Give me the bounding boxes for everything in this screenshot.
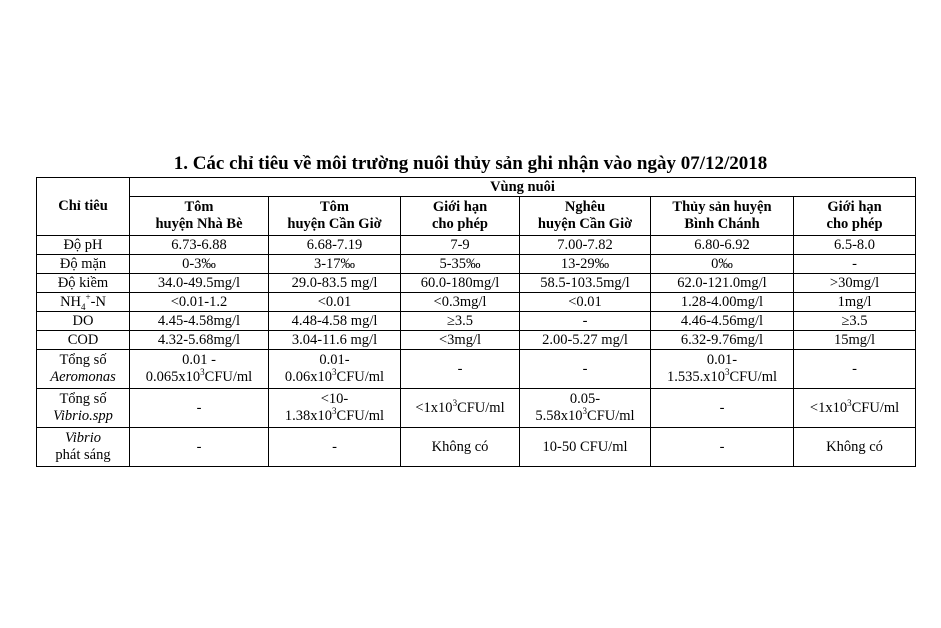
- table-cell: 0.05- $5.58x10^3CFU/ml$: [520, 389, 651, 428]
- column-header: Nghêu huyện Cần Giờ: [520, 197, 651, 236]
- table-cell: 6.32-9.76mg/l: [651, 331, 794, 350]
- table-cell: 7.00-7.82: [520, 236, 651, 255]
- table-cell: 29.0-83.5 mg/l: [269, 274, 401, 293]
- table-cell: <3mg/l: [401, 331, 520, 350]
- row-label: $NH_4^+-N$: [37, 293, 130, 312]
- table-cell: -: [130, 428, 269, 467]
- row-label: Độ pH: [37, 236, 130, 255]
- table-cell: Không có: [401, 428, 520, 467]
- indicator-header: Chỉ tiêu: [37, 178, 130, 236]
- table-cell: -: [794, 350, 916, 389]
- table-cell: Không có: [794, 428, 916, 467]
- table-row: [37, 350, 916, 389]
- row-label: Tổng số Aeromonas: [37, 350, 130, 389]
- table-cell: 6.68-7.19: [269, 236, 401, 255]
- table-header-row: [37, 197, 916, 236]
- table-cell: -: [520, 350, 651, 389]
- table-cell: ≥3.5: [794, 312, 916, 331]
- row-label: Tổng số Vibrio.spp: [37, 389, 130, 428]
- table-cell: 15mg/l: [794, 331, 916, 350]
- row-label: Độ kiềm: [37, 274, 130, 293]
- table-cell: 0.01- $1.535.x10^3CFU/ml$: [651, 350, 794, 389]
- table-cell: 1.28-4.00mg/l: [651, 293, 794, 312]
- table-row: [37, 255, 916, 274]
- table-cell: 3.04-11.6 mg/l: [269, 331, 401, 350]
- table-cell: 13-29‰: [520, 255, 651, 274]
- table-group-row: [37, 178, 916, 197]
- document-title: 1. Các chỉ tiêu về môi trường nuôi thủy sản ghi nhận vào ngày 07/12/2018: [173, 153, 768, 174]
- table-cell: >30mg/l: [794, 274, 916, 293]
- table-cell: 4.32-5.68mg/l: [130, 331, 269, 350]
- table-row: [37, 389, 916, 428]
- table-cell: $<1x10^3CFU/ml$: [401, 389, 520, 428]
- environment-table: [36, 177, 916, 467]
- table-row: [37, 293, 916, 312]
- table-cell: 4.48-4.58 mg/l: [269, 312, 401, 331]
- column-header: Thủy sản huyện Bình Chánh: [651, 197, 794, 236]
- table-cell: 4.46-4.56mg/l: [651, 312, 794, 331]
- table-cell: 2.00-5.27 mg/l: [520, 331, 651, 350]
- table-cell: ≥3.5: [401, 312, 520, 331]
- table-cell: 6.5-8.0: [794, 236, 916, 255]
- table-row: [37, 236, 916, 255]
- table-cell: 10-50 CFU/ml: [520, 428, 651, 467]
- table-cell: -: [130, 389, 269, 428]
- table-cell: 3-17‰: [269, 255, 401, 274]
- table-cell: 0.01- $0.06x10^3CFU/ml$: [269, 350, 401, 389]
- table-cell: 5-35‰: [401, 255, 520, 274]
- table-row: [37, 428, 916, 467]
- column-header: Giới hạn cho phép: [401, 197, 520, 236]
- table-cell: 6.80-6.92: [651, 236, 794, 255]
- table-cell: -: [520, 312, 651, 331]
- table-cell: -: [651, 389, 794, 428]
- table-cell: <0.3mg/l: [401, 293, 520, 312]
- table-cell: -: [651, 428, 794, 467]
- table-cell: $<1x10^3CFU/ml$: [794, 389, 916, 428]
- table-row: [37, 274, 916, 293]
- table-cell: -: [269, 428, 401, 467]
- table-cell: <0.01: [520, 293, 651, 312]
- table-cell: 6.73-6.88: [130, 236, 269, 255]
- table-cell: -: [401, 350, 520, 389]
- table-cell: 0‰: [651, 255, 794, 274]
- table-row: [37, 312, 916, 331]
- table-cell: 0-3‰: [130, 255, 269, 274]
- table-cell: 62.0-121.0mg/l: [651, 274, 794, 293]
- table-row: [37, 331, 916, 350]
- table-cell: 0.01 - $0.065x10^3CFU/ml$: [130, 350, 269, 389]
- table-cell: 58.5-103.5mg/l: [520, 274, 651, 293]
- row-label: Độ mặn: [37, 255, 130, 274]
- table-cell: -: [794, 255, 916, 274]
- row-label: COD: [37, 331, 130, 350]
- column-header: Giới hạn cho phép: [794, 197, 916, 236]
- column-header: Tôm huyện Cần Giờ: [269, 197, 401, 236]
- group-header: Vùng nuôi: [130, 178, 916, 197]
- row-label: DO: [37, 312, 130, 331]
- table-cell: 4.45-4.58mg/l: [130, 312, 269, 331]
- table-cell: 1mg/l: [794, 293, 916, 312]
- column-header: Tôm huyện Nhà Bè: [130, 197, 269, 236]
- row-label: Vibrio phát sáng: [37, 428, 130, 467]
- table-cell: 34.0-49.5mg/l: [130, 274, 269, 293]
- table-cell: <0.01-1.2: [130, 293, 269, 312]
- table-cell: <10- $1.38x10^3CFU/ml$: [269, 389, 401, 428]
- table-cell: 60.0-180mg/l: [401, 274, 520, 293]
- table-cell: 7-9: [401, 236, 520, 255]
- table-cell: <0.01: [269, 293, 401, 312]
